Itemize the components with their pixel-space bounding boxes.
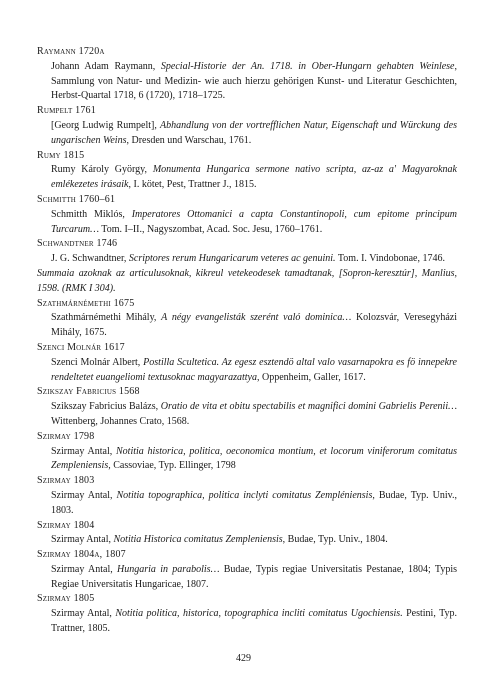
citation-text: , Budae, Typ. Univ., 1803.: [51, 489, 457, 516]
entry-key: Szirmay 1804a, 1807: [37, 549, 126, 561]
bibliography-entry: [37, 474, 457, 518]
bibliography-entry: [37, 430, 457, 474]
bibliography-entry: [37, 45, 457, 104]
entry-key: Rumy 1815: [37, 149, 85, 161]
entry-heading: [37, 267, 457, 297]
entry-reference: [37, 489, 457, 519]
entry-key: Szikszay Fabricius 1568: [37, 386, 140, 398]
entry-reference: [37, 60, 457, 104]
bibliography-entry: [37, 385, 457, 429]
entry-key: Szathmárnémethi 1675: [37, 297, 135, 309]
title-text: A négy evangelisták szerént való dominica…: [161, 312, 352, 324]
title-text: Notitia politica, historica, topographica incliti comitatus Ugochiensis.: [115, 608, 403, 620]
entry-reference: [37, 607, 457, 637]
title-text: Notitia historica, politica, oeconomica montium, et locorum viniferorum comitatus Zempleniensis,: [51, 445, 457, 472]
entry-reference: [37, 119, 457, 149]
title-text: Notitia topographica, politica inclyti comitatus Zempléniensis: [116, 489, 373, 501]
bibliography-entry: [37, 297, 457, 341]
citation-text: [Georg Ludwig Rumpelt],: [51, 119, 160, 131]
title-text: Monumenta Hungarica sermone nativo scripta, az-az a' Magyaroknak emlékezetes irásaik: [51, 164, 457, 191]
citation-text: , [Sopron-keresztúr], Manlius, 1598. (RMK I 304).: [37, 267, 457, 294]
citation-text: Johann Adam Raymann,: [51, 60, 161, 72]
bibliography-list: [37, 45, 457, 637]
title-text: Summaia azoknak az articulusoknak, kikreul vetekeodesek tamadtanak: [37, 267, 332, 279]
citation-text: Rumy Károly György,: [51, 164, 153, 176]
entry-key: Schmitth 1760–61: [37, 193, 116, 205]
citation-text: Tom. I–II., Nagyszombat, Acad. Soc. Jesu, 1760–1761.: [98, 223, 323, 235]
citation-text: Kolozsvár, Veresegyházi Mihály, 1675.: [51, 312, 458, 339]
entry-reference: [37, 252, 457, 267]
bibliography-entry: [37, 237, 457, 267]
title-text: Oratio de vita et obitu spectabilis et magnifici domini Gabrielis Perenii…: [160, 401, 457, 413]
bibliography-entry: [37, 341, 457, 385]
entry-reference: [37, 445, 457, 475]
citation-text: Szathmárnémethi Mihály,: [51, 312, 162, 324]
entry-reference: [37, 311, 457, 341]
entry-key: Szirmay 1804: [37, 519, 95, 531]
citation-text: Budae, Typis regiae Universitatis Pestanae, 1804; Typis Regiae Universitatis Hungaricae, 1807.: [51, 563, 458, 590]
entry-reference: [37, 563, 457, 593]
citation-text: , Budae, Typ. Univ., 1804.: [282, 534, 388, 546]
title-text: Notitia Historica comitatus Zempleniensis: [113, 534, 283, 546]
bibliography-entry: [37, 548, 457, 592]
title-text: Imperatores Ottomanici a capta Constantinopoli, cum epitome principum Turcarum…: [51, 208, 457, 235]
citation-text: Szirmay Antal,: [51, 489, 117, 501]
bibliography-entry: [37, 267, 457, 297]
page-number: 429: [236, 653, 251, 664]
bibliography-entry: [37, 104, 457, 148]
entry-key: Raymann 1720a: [37, 46, 105, 57]
citation-text: Cassoviae, Typ. Ellinger, 1798: [110, 460, 236, 472]
entry-reference: [37, 533, 457, 548]
citation-text: , Dresden und Warschau, 1761.: [126, 134, 252, 146]
entry-reference: [37, 400, 457, 430]
citation-text: Schmitth Miklós,: [51, 208, 132, 220]
citation-text: Szenci Molnár Albert,: [51, 356, 144, 368]
citation-text: Wittenberg, Johannes Crato, 1568.: [51, 415, 190, 427]
entry-key: Szirmay 1805: [37, 593, 95, 605]
title-text: Hungaria in parabolis…: [117, 563, 220, 575]
entry-reference: [37, 208, 457, 238]
citation-text: Szirmay Antal,: [51, 563, 118, 575]
title-text: Postilla Scultetica. Az egesz esztendö altal valo vasarnapokra es fö innepekre rendeltetet euangeliomi textusoknac magyarazattya: [51, 356, 457, 383]
title-text: Abhandlung von der vortrefflichen Natur, Eigenschaft und Würckung des ungarischen Weins: [51, 119, 457, 146]
entry-reference: [37, 163, 457, 193]
citation-text: Szirmay Antal,: [51, 608, 116, 620]
title-text: Scriptores rerum Hungaricarum veteres ac genuini.: [128, 253, 336, 265]
entry-key: Rumpelt 1761: [37, 105, 96, 117]
entry-key: Szirmay 1803: [37, 475, 95, 487]
citation-text: Pestini, Typ. Trattner, 1805.: [51, 608, 457, 635]
bibliography-entry: [37, 519, 457, 549]
entry-key: Szirmay 1798: [37, 430, 95, 442]
citation-text: Szirmay Antal,: [51, 445, 116, 457]
title-text: Special-Historie der An. 1718. in Ober-Hungarn gehabten Weinlese: [160, 60, 455, 72]
bibliography-entry: [37, 592, 457, 636]
citation-text: , Oppenheim, Galler, 1617.: [256, 371, 366, 383]
bibliography-entry: [37, 193, 457, 237]
entry-key: Schwandtner 1746: [37, 238, 118, 250]
citation-text: , I. kötet, Pest, Trattner J., 1815.: [128, 179, 257, 191]
bibliography-entry: [37, 149, 457, 193]
citation-text: Szikszay Fabricius Balázs,: [51, 401, 161, 413]
citation-text: , Sammlung von Natur- und Medizin- wie auch hierzu gehörigen Kunst- und Literatur Geschichten, Herbst-Quartal 1718, 6 (1720), 1718–1725.: [51, 60, 457, 102]
citation-text: J. G. Schwandtner,: [51, 253, 129, 265]
citation-text: Szirmay Antal,: [51, 534, 114, 546]
entry-reference: [37, 356, 457, 386]
citation-text: Tom. I. Vindobonae, 1746.: [335, 253, 445, 265]
entry-key: Szenci Molnár 1617: [37, 341, 125, 353]
